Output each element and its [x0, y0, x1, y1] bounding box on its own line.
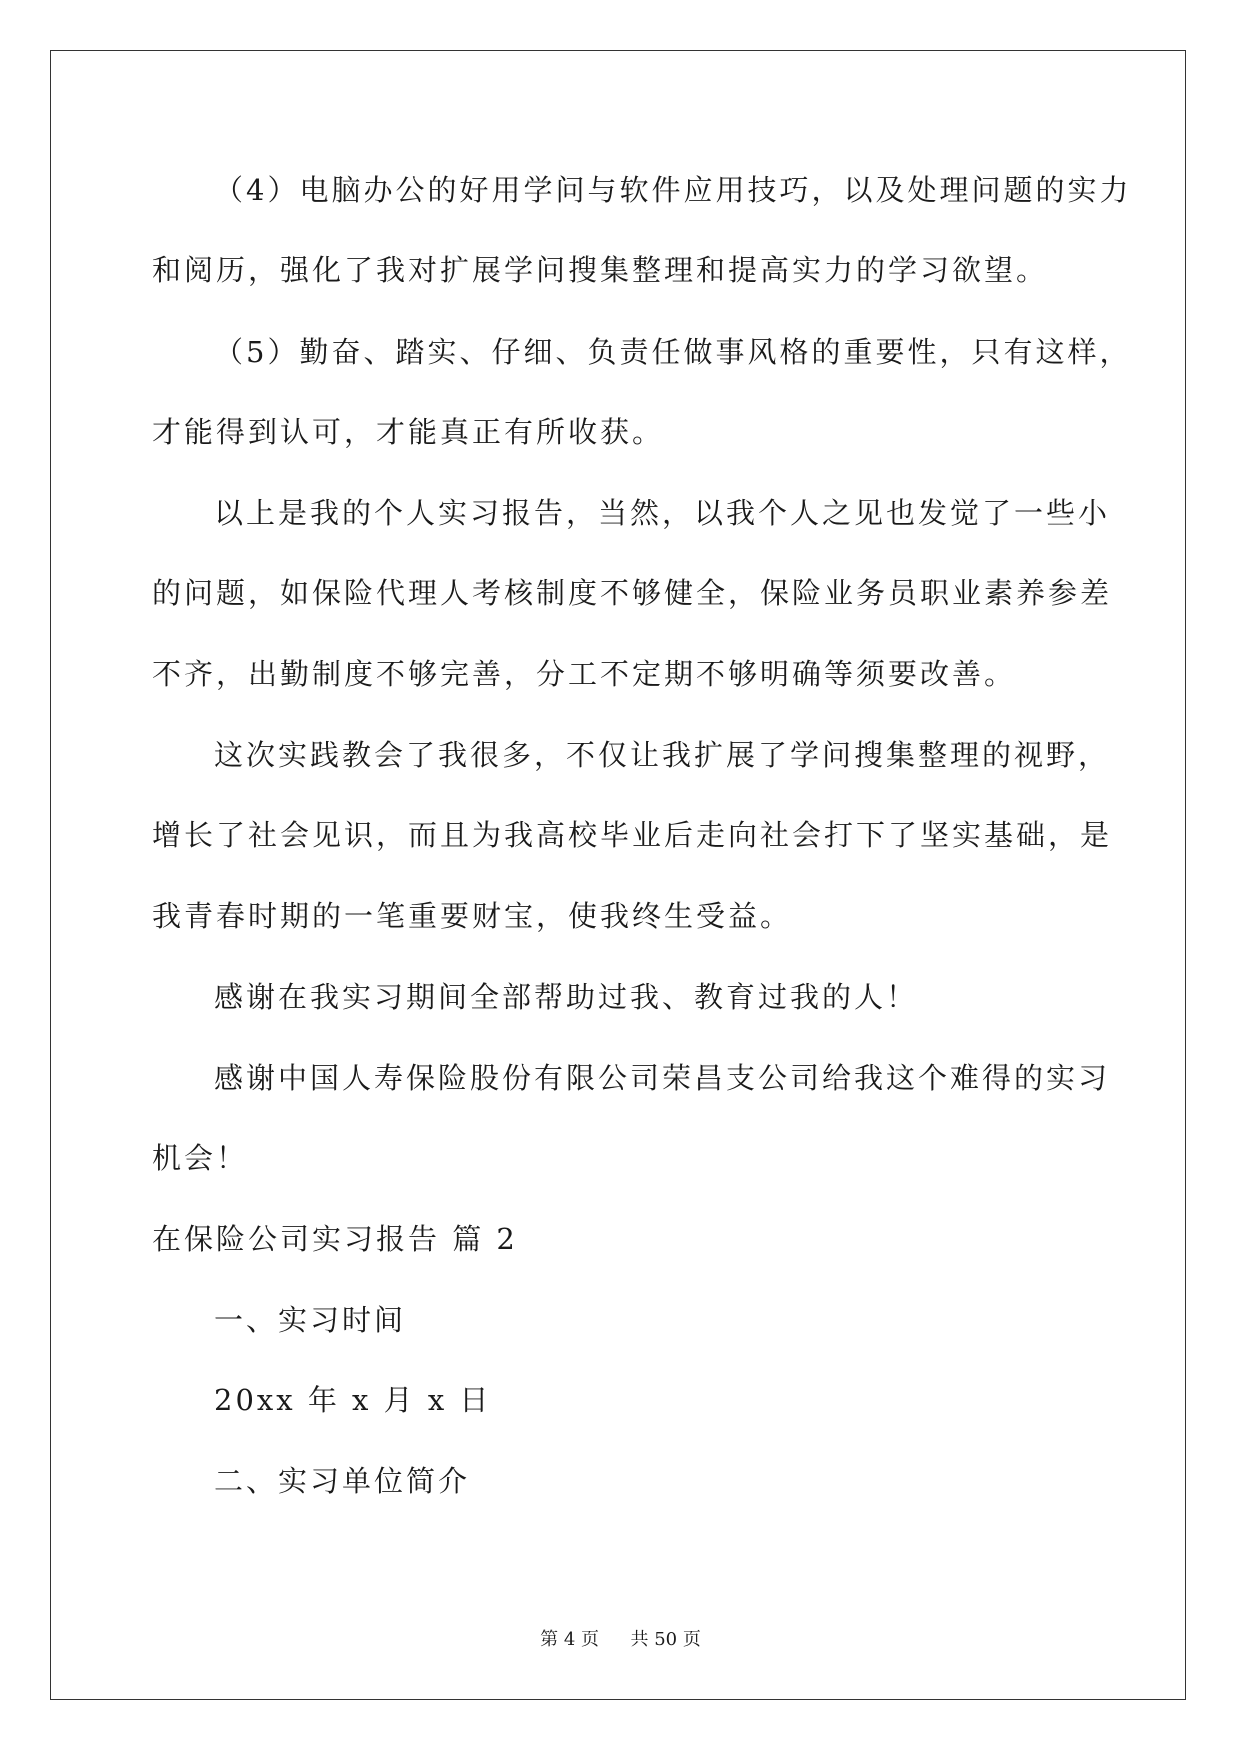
paragraph-line: 才能得到认可，才能真正有所收获。	[152, 415, 665, 449]
paragraph-line: 感谢中国人寿保险股份有限公司荣昌支公司给我这个难得的实习	[214, 1061, 1111, 1095]
paragraph-line: 不齐，出勤制度不够完善，分工不定期不够明确等须要改善。	[152, 657, 1017, 691]
paragraph-line: 以上是我的个人实习报告，当然，以我个人之见也发觉了一些小	[214, 496, 1111, 530]
section-heading: 在保险公司实习报告 篇 2	[152, 1222, 518, 1256]
paragraph-line: （5）勤奋、踏实、仔细、负责任做事风格的重要性，只有这样，	[214, 335, 1132, 369]
paragraph-line: 机会！	[152, 1141, 249, 1175]
paragraph-line: 感谢在我实习期间全部帮助过我、教育过我的人！	[214, 980, 919, 1014]
page-number: 第 4 页	[540, 1629, 600, 1650]
page-footer	[0, 1628, 1241, 1652]
page-frame	[50, 50, 1186, 1700]
subsection-heading: 二、实习单位简介	[214, 1464, 471, 1498]
page-total: 共 50 页	[630, 1629, 701, 1650]
paragraph-line: 和阅历，强化了我对扩展学问搜集整理和提高实力的学习欲望。	[152, 253, 1049, 287]
paragraph-line: 我青春时期的一笔重要财宝，使我终生受益。	[152, 899, 793, 933]
paragraph-line: 的问题，如保险代理人考核制度不够健全，保险业务员职业素养参差	[152, 576, 1113, 610]
paragraph-line: 增长了社会见识，而且为我高校毕业后走向社会打下了坚实基础，是	[152, 818, 1113, 852]
paragraph-line: 这次实践教会了我很多，不仅让我扩展了学问搜集整理的视野，	[214, 738, 1111, 772]
paragraph-line: （4）电脑办公的好用学问与软件应用技巧，以及处理问题的实力	[214, 173, 1132, 207]
subsection-heading: 一、实习时间	[214, 1303, 407, 1337]
paragraph-line: 20xx 年 x 月 x 日	[214, 1383, 492, 1417]
